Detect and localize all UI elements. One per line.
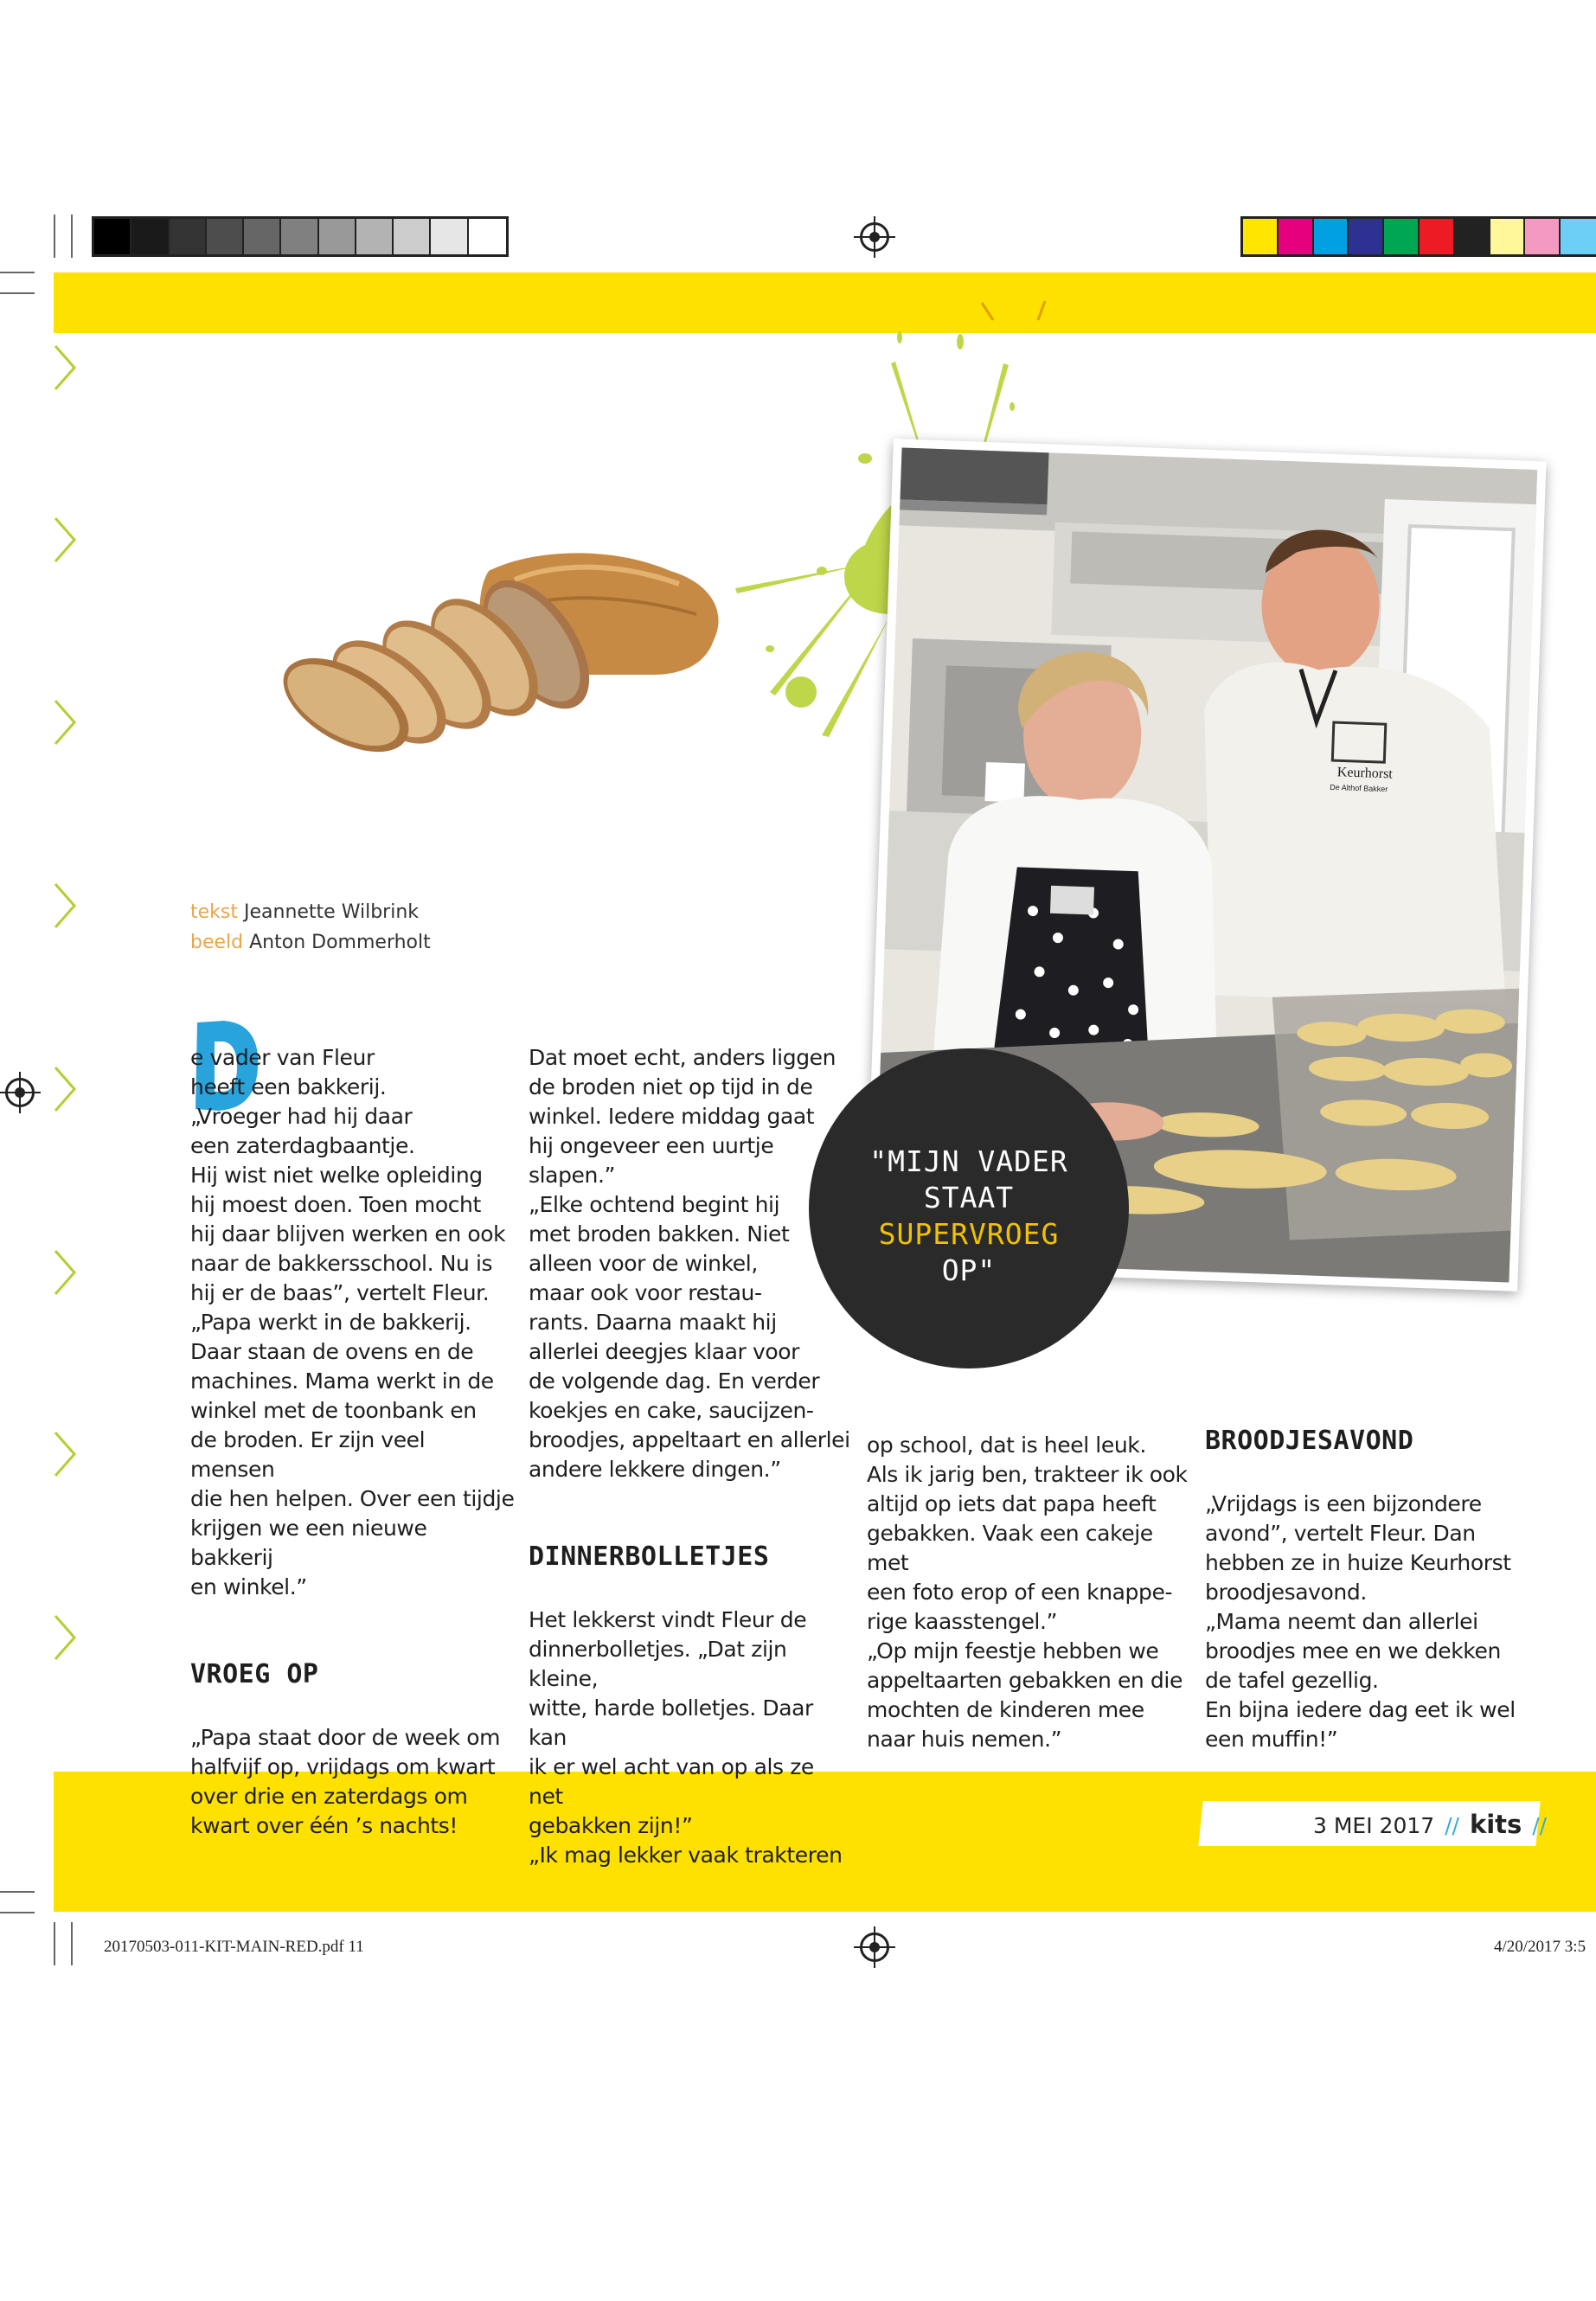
quote-bubble — [809, 1048, 1129, 1368]
quote-line-3-highlight: SUPERVROEG — [878, 1217, 1060, 1251]
footer-separator-end: // — [1532, 1813, 1548, 1838]
chevron-icon — [54, 516, 76, 563]
crop-mark-bottom-left-v2 — [71, 1922, 73, 1965]
column-2-body: Het lekkerst vindt Fleur de dinnerbolletjes. „Dat zijn kleine, witte, harde bolletjes. Daar kan ik er wel acht van op als ze net gebakken zijn!” „Ik mag lekker vaak trakteren — [529, 1607, 843, 1868]
chevron-icon — [54, 1431, 76, 1477]
heading-vroeg-op: VROEG OP — [190, 1659, 319, 1689]
credit-image — [190, 932, 431, 953]
credit-text-label: tekst — [190, 901, 238, 923]
footer-date: 3 MEI 2017 — [1313, 1813, 1435, 1838]
footer-magazine-name: kits — [1469, 1810, 1522, 1839]
crop-mark-bottom-left-h — [0, 1891, 35, 1893]
chevron-icon — [54, 1066, 76, 1112]
color-patch — [244, 219, 281, 254]
color-patch — [469, 219, 506, 254]
color-patch — [94, 219, 131, 254]
crop-mark-bottom-left-h2 — [0, 1912, 35, 1913]
column-1-body: „Papa staat door de week om halfvijf op, vrijdags om kwart over drie en zaterdags om kwart over één ’s nachts! — [190, 1725, 501, 1838]
chef-logo-subtext: De Althof Bakker — [1330, 782, 1388, 794]
color-patch — [356, 219, 394, 254]
credit-text — [190, 901, 419, 923]
chevron-icon — [54, 1614, 76, 1661]
crop-mark-top-left-v2 — [71, 215, 73, 258]
chevron-icon — [54, 344, 76, 391]
credit-image-label: beeld — [190, 932, 244, 953]
heading-broodjesavond: BROODJESAVOND — [1205, 1426, 1414, 1456]
crop-mark-top-left-h — [0, 272, 35, 273]
color-patch — [170, 219, 207, 254]
column-3-body: op school, dat is heel leuk. Als ik jarig ben, trakteer ik ook altijd op iets dat papa heeft gebakken. Vaak een cakeje met een foto erop of een knappe- rige kaasstengel.” „Op mijn feestje hebben we appeltaarten gebakken en die mochten de kinderen mee naar huis nemen.” — [867, 1433, 1188, 1752]
color-strip — [1240, 216, 1596, 257]
quote-line-1: "MIJN VADER — [869, 1144, 1068, 1178]
drop-cap-letter: D — [192, 1008, 202, 1022]
chevron-icon — [54, 1249, 76, 1296]
credit-text-author: Jeannette Wilbrink — [244, 901, 420, 923]
quote-line-2: STAAT — [923, 1181, 1015, 1215]
color-patch — [1279, 219, 1314, 254]
crop-mark-bottom-left-v — [54, 1922, 55, 1965]
quote-line-4: OP" — [941, 1253, 997, 1287]
color-patch — [1420, 219, 1455, 254]
heading-dinnerbolletjes: DINNERBOLLETJES — [529, 1541, 770, 1572]
color-patch — [131, 219, 169, 254]
file-timestamp: 4/20/2017 3:5 — [1494, 1938, 1586, 1956]
footer-separator: // — [1445, 1813, 1459, 1838]
registration-mark-left — [5, 1078, 35, 1107]
crop-mark-top-left-h2 — [0, 292, 35, 294]
color-patch — [1455, 219, 1490, 254]
chevron-icon — [54, 882, 76, 929]
column-2-intro: Dat moet echt, anders liggen de broden niet op tijd in de winkel. Iedere middag gaat hij ongeveer een uurtje slapen.” „Elke ochtend begint hij met broden bakken. Niet alleen voor de winkel, maar ook voor restau- rants. Daarna maakt hij allerlei deegjes klaar voor de volgende dag. En verder koekjes en cake, saucijzen- broodjes, appeltaart en allerlei andere lekkere dingen.” — [529, 1045, 850, 1482]
bread-illustration — [307, 545, 731, 761]
registration-mark-top — [860, 222, 889, 252]
credit-image-author: Anton Dommerholt — [249, 932, 431, 953]
column-4-body: „Vrijdags is een bijzondere avond”, vertelt Fleur. Dan hebben ze in huize Keurhorst broodjesavond. „Mama neemt dan allerlei broodjes mee en we dekken de tafel gezellig. En bijna iedere dag eet ik wel een muffin!” — [1205, 1491, 1516, 1752]
color-patch — [431, 219, 468, 254]
color-patch — [394, 219, 431, 254]
article-column-3 — [867, 1401, 1191, 1784]
article-column-4 — [1205, 1396, 1529, 1784]
color-patch — [1561, 219, 1596, 254]
file-name: 20170503-011-KIT-MAIN-RED.pdf 11 — [104, 1938, 364, 1956]
color-patch — [1314, 219, 1349, 254]
chef-logo-text: Keurhorst — [1336, 765, 1394, 782]
color-patch — [207, 219, 244, 254]
column-1-intro: e vader van Fleur heeft een bakkerij. „Vroeger had hij daar een zaterdagbaantje. Hij wist niet welke opleiding hij moest doen. Toen mocht hij daar blijven werken en ook naar de bakkersschool. Nu is hij er de baas”, vertelt Fleur. „Papa werkt in de bakkerij. Daar staan de ovens en de machines. Mama werkt in de winkel met de toonbank en de broden. Er zijn veel mensen die hen helpen. Over een tijdje krijgen we een nieuwe bakkerij en winkel.” — [190, 1045, 515, 1599]
color-patch — [1243, 219, 1279, 254]
color-patch — [1490, 219, 1526, 254]
color-patch — [1349, 219, 1384, 254]
chevron-icon — [54, 699, 76, 746]
footer-tag — [1313, 1810, 1550, 1839]
article-column-2 — [529, 1014, 853, 1900]
color-patch — [1384, 219, 1420, 254]
color-patch — [1525, 219, 1561, 254]
color-patch — [319, 219, 356, 254]
article-column-1 — [190, 1014, 515, 1870]
grayscale-strip — [92, 216, 509, 257]
color-patch — [281, 219, 318, 254]
registration-mark-bottom — [860, 1932, 889, 1962]
crop-mark-top-left-v — [54, 215, 55, 258]
